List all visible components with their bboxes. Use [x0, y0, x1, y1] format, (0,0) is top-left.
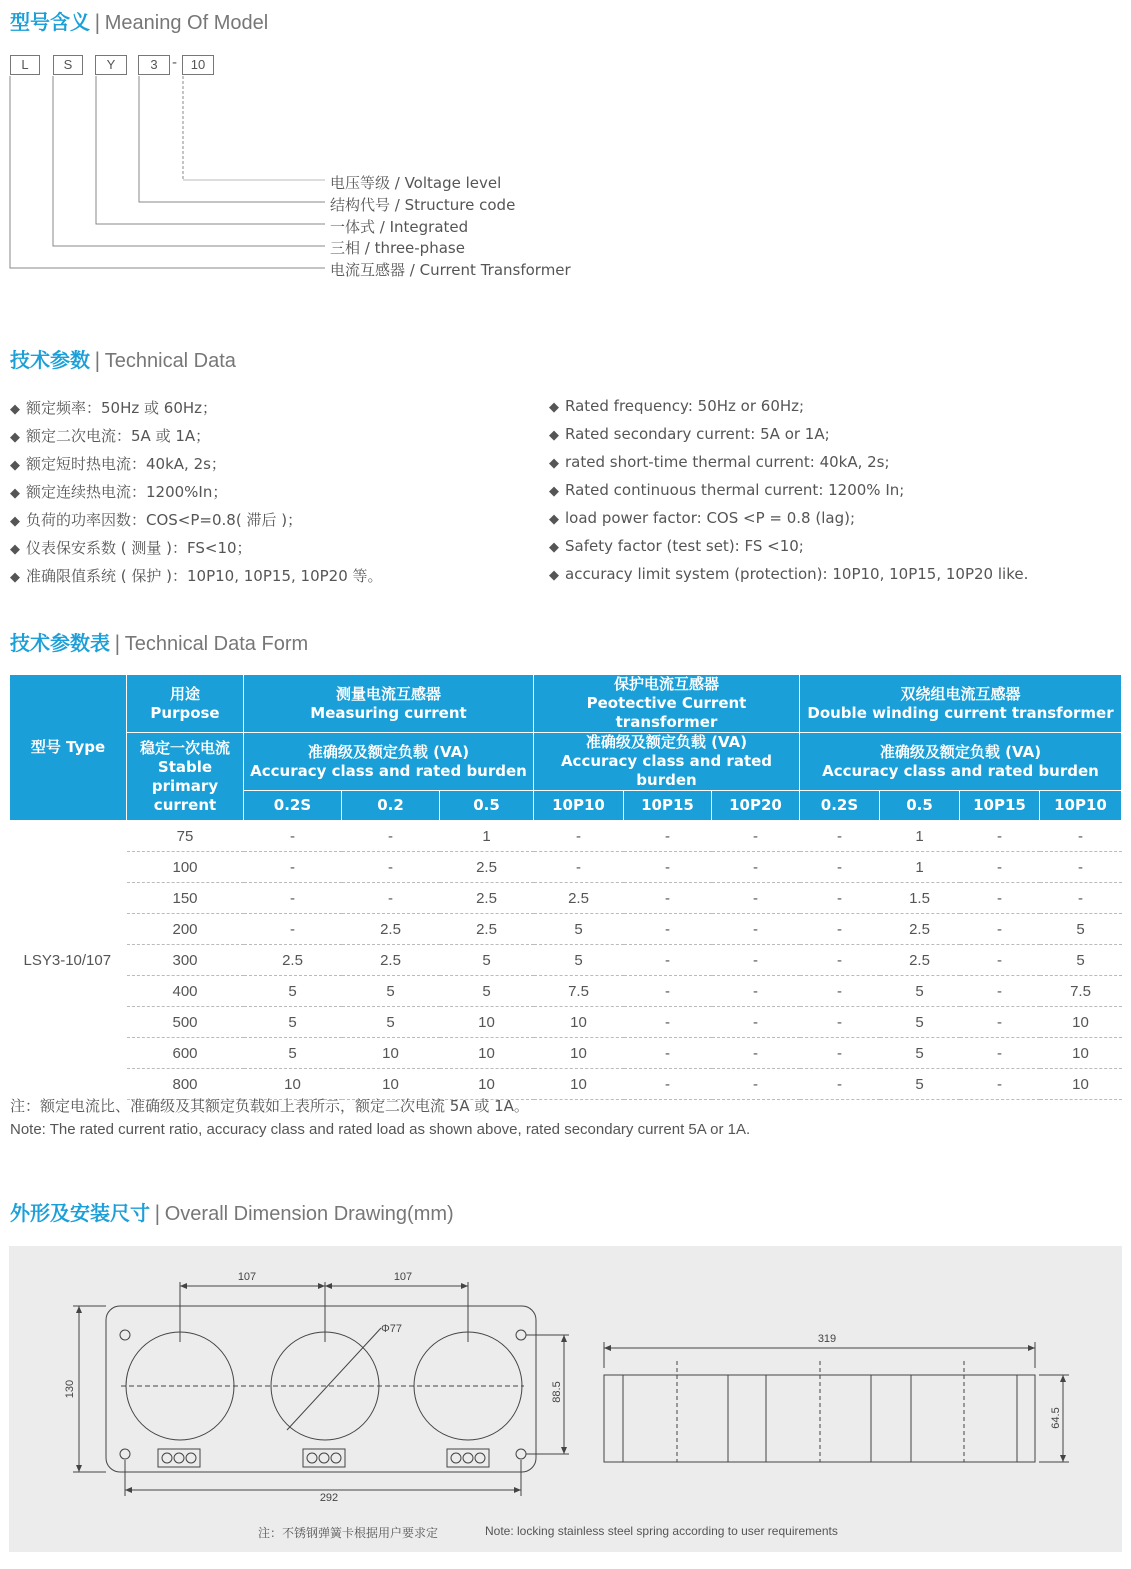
diamond-bullet-icon: ◆: [549, 428, 559, 443]
burden-cell: 5: [244, 1038, 342, 1069]
tech-item-en: ◆ load power factor: COS <P = 0.8 (lag);: [549, 509, 856, 527]
burden-cell: -: [624, 976, 712, 1007]
drawing-note-cn: 注：不锈钢弹簧卡根据用户要求定: [258, 1526, 439, 1540]
tech-item-cn: ◆ 仪表保安系数 ( 测量 )：FS<10；: [10, 539, 252, 557]
burden-cell: -: [800, 945, 880, 976]
burden-cell: 10: [342, 1069, 440, 1100]
diamond-bullet-icon: ◆: [10, 458, 20, 473]
burden-cell: -: [534, 852, 624, 883]
burden-cell: -: [800, 883, 880, 914]
burden-cell: -: [960, 976, 1040, 1007]
tech-item-cn: ◆ 准确限值系统 ( 保护 )：10P10, 10P15, 10P20 等。: [10, 567, 383, 585]
table-row: [10, 1007, 1122, 1038]
tech-section-title: 技术参数 | Technical Data: [10, 348, 236, 372]
diameter-line: [287, 1328, 381, 1430]
model-label-voltage: 电压等级 / Voltage level: [330, 174, 502, 192]
burden-cell: 10: [534, 1069, 624, 1100]
class-header: 10P15: [624, 791, 712, 821]
burden-cell: 5: [342, 976, 440, 1007]
burden-cell: -: [800, 852, 880, 883]
burden-cell: -: [960, 1007, 1040, 1038]
front-plate-outline: [106, 1306, 536, 1472]
burden-cell: -: [712, 1069, 800, 1100]
dim-label-diameter: Φ77: [381, 1323, 403, 1335]
class-header: 0.5: [880, 791, 960, 821]
burden-cell: 10: [244, 1069, 342, 1100]
burden-cell: 1.5: [880, 883, 960, 914]
drawing-section-title: 外形及安装尺寸 | Overall Dimension Drawing(mm): [10, 1201, 454, 1225]
table-row: [10, 976, 1122, 1007]
dim-label-side-length: 319: [817, 1333, 837, 1345]
burden-cell: 10: [1040, 1038, 1122, 1069]
dim-label-spacing-1: 107: [237, 1271, 257, 1283]
burden-cell: 2.5: [880, 914, 960, 945]
burden-cell: -: [712, 914, 800, 945]
burden-cell: -: [624, 1007, 712, 1038]
burden-cell: 1: [880, 852, 960, 883]
diamond-bullet-icon: ◆: [10, 570, 20, 585]
tech-item-cn: ◆ 负荷的功率因数：COS<P=0.8( 滞后 )；: [10, 511, 303, 529]
primary-current-cell: 600: [127, 1038, 244, 1069]
burden-cell: -: [712, 1007, 800, 1038]
burden-cell: 5: [880, 976, 960, 1007]
model-type-cell: LSY3-10/107: [23, 951, 112, 969]
mounting-hole-icon: [516, 1330, 526, 1340]
diamond-bullet-icon: ◆: [549, 400, 559, 415]
burden-cell: 1: [440, 821, 534, 852]
tech-item-en: ◆ Rated frequency: 50Hz or 60Hz;: [549, 397, 805, 415]
diamond-bullet-icon: ◆: [10, 486, 20, 501]
burden-cell: 5: [1040, 945, 1122, 976]
diamond-bullet-icon: ◆: [10, 402, 20, 417]
class-header: 0.5: [440, 791, 534, 821]
model-code-y: Y: [95, 55, 127, 75]
class-header: 10P20: [712, 791, 800, 821]
diamond-bullet-icon: ◆: [10, 542, 20, 557]
technical-data-table: [9, 674, 1122, 1100]
protective-header: 保护电流互感器 Peotective Current transformer: [534, 675, 800, 733]
accuracy-header-protective: 准确级及额定负载 (VA) Accuracy class and rated burden: [534, 733, 800, 791]
tech-item-en: ◆ accuracy limit system (protection): 10P10, 10P15, 10P20 like.: [549, 565, 1029, 583]
dimension-drawing-panel: [9, 1246, 1122, 1552]
burden-cell: -: [1040, 821, 1122, 852]
burden-cell: 10: [440, 1038, 534, 1069]
burden-cell: -: [960, 914, 1040, 945]
model-code-10: 10: [182, 55, 214, 75]
diamond-bullet-icon: ◆: [549, 568, 559, 583]
model-dash: -: [172, 55, 178, 71]
table-row: [10, 914, 1122, 945]
burden-cell: 2.5: [244, 945, 342, 976]
model-code-s: S: [53, 55, 83, 75]
burden-cell: 10: [534, 1007, 624, 1038]
burden-cell: 5: [244, 976, 342, 1007]
dim-label-width: 292: [319, 1492, 339, 1504]
tech-item-en: ◆ Safety factor (test set): FS <10;: [549, 537, 804, 555]
tech-item-cn: ◆ 额定二次电流：5A 或 1A；: [10, 427, 211, 445]
class-header: 0.2S: [800, 791, 880, 821]
model-label-phase: 三相 / three-phase: [330, 239, 465, 257]
burden-cell: 10: [440, 1007, 534, 1038]
table-row: [10, 883, 1122, 914]
burden-cell: 5: [534, 945, 624, 976]
burden-cell: -: [244, 914, 342, 945]
class-header: 10P10: [1040, 791, 1122, 821]
burden-cell: -: [534, 821, 624, 852]
burden-cell: 7.5: [1040, 976, 1122, 1007]
table-row: [10, 821, 1122, 852]
terminal-block-icon: [158, 1449, 200, 1467]
model-label-transformer: 电流互感器 / Current Transformer: [330, 261, 571, 279]
burden-cell: -: [960, 1038, 1040, 1069]
diamond-bullet-icon: ◆: [549, 456, 559, 471]
class-header: 10P15: [960, 791, 1040, 821]
class-header: 10P10: [534, 791, 624, 821]
burden-cell: -: [244, 852, 342, 883]
burden-cell: 10: [342, 1038, 440, 1069]
dimension-drawing: [9, 1246, 1122, 1552]
accuracy-header-measuring: 准确级及额定负载 (VA) Accuracy class and rated burden: [244, 733, 534, 791]
burden-cell: -: [712, 883, 800, 914]
double-winding-header: 双绕组电流互感器 Double winding current transformer: [800, 675, 1122, 733]
model-label-integrated: 一体式 / Integrated: [330, 218, 469, 236]
burden-cell: -: [800, 1007, 880, 1038]
burden-cell: -: [624, 945, 712, 976]
primary-current-cell: 200: [127, 914, 244, 945]
model-code-l: L: [10, 55, 40, 75]
table-row: [10, 1038, 1122, 1069]
stable-current-header: 稳定一次电流 Stable primary current: [127, 733, 244, 821]
burden-cell: -: [712, 976, 800, 1007]
tech-item-en: ◆ rated short-time thermal current: 40kA, 2s;: [549, 453, 890, 471]
diamond-bullet-icon: ◆: [10, 430, 20, 445]
model-section-title: 型号含义 | Meaning Of Model: [10, 10, 269, 34]
burden-cell: -: [1040, 852, 1122, 883]
burden-cell: -: [712, 1038, 800, 1069]
drawing-note-en: Note: locking stainless steel spring according to user requirements: [485, 1524, 838, 1538]
burden-cell: 2.5: [440, 914, 534, 945]
model-label-structure: 结构代号 / Structure code: [330, 196, 516, 214]
burden-cell: 2.5: [440, 852, 534, 883]
burden-cell: -: [800, 976, 880, 1007]
model-code-3: 3: [138, 55, 170, 75]
burden-cell: -: [800, 821, 880, 852]
model-connector-lines: [0, 0, 340, 280]
mounting-hole-icon: [120, 1449, 130, 1459]
tech-item-cn: ◆ 额定连续热电流：1200%In；: [10, 483, 228, 501]
burden-cell: -: [712, 852, 800, 883]
tech-item-en: ◆ Rated secondary current: 5A or 1A;: [549, 425, 830, 443]
burden-cell: 5: [880, 1038, 960, 1069]
burden-cell: 2.5: [342, 914, 440, 945]
burden-cell: -: [624, 1038, 712, 1069]
burden-cell: 7.5: [534, 976, 624, 1007]
table-row: [10, 852, 1122, 883]
primary-current-cell: 800: [127, 1069, 244, 1100]
burden-cell: -: [800, 1069, 880, 1100]
burden-cell: -: [342, 883, 440, 914]
burden-cell: -: [960, 821, 1040, 852]
primary-current-cell: 100: [127, 852, 244, 883]
burden-cell: -: [624, 1069, 712, 1100]
primary-current-cell: 75: [127, 821, 244, 852]
burden-cell: 5: [880, 1069, 960, 1100]
class-header: 0.2: [342, 791, 440, 821]
burden-cell: -: [624, 914, 712, 945]
burden-cell: 2.5: [440, 883, 534, 914]
mounting-hole-icon: [516, 1449, 526, 1459]
burden-cell: -: [800, 914, 880, 945]
primary-current-cell: 400: [127, 976, 244, 1007]
table-note-cn: 注：额定电流比、准确级及其额定负载如上表所示，额定二次电流 5A 或 1A。: [10, 1097, 529, 1115]
burden-cell: -: [244, 821, 342, 852]
burden-cell: -: [342, 852, 440, 883]
burden-cell: 10: [1040, 1007, 1122, 1038]
class-header: 0.2S: [244, 791, 342, 821]
burden-cell: -: [960, 852, 1040, 883]
burden-cell: -: [960, 945, 1040, 976]
tech-item-cn: ◆ 额定频率：50Hz 或 60Hz；: [10, 399, 218, 417]
burden-cell: 5: [244, 1007, 342, 1038]
burden-cell: -: [960, 883, 1040, 914]
terminal-block-icon: [303, 1449, 345, 1467]
purpose-header: 用途 Purpose: [127, 675, 244, 733]
table-note-en: Note: The rated current ratio, accuracy class and rated load as shown above, rated secondary current 5A or 1A.: [10, 1121, 751, 1138]
tech-item-cn: ◆ 额定短时热电流：40kA, 2s；: [10, 455, 226, 473]
dim-label-spacing-2: 107: [393, 1271, 413, 1283]
diamond-bullet-icon: ◆: [549, 540, 559, 555]
burden-cell: 5: [880, 1007, 960, 1038]
burden-cell: -: [960, 1069, 1040, 1100]
burden-cell: -: [1040, 883, 1122, 914]
type-header: 型号 Type: [10, 675, 127, 821]
burden-cell: -: [624, 821, 712, 852]
burden-cell: 1: [880, 821, 960, 852]
dim-label-hole-spacing: 88.5: [551, 1381, 563, 1403]
diamond-bullet-icon: ◆: [549, 512, 559, 527]
burden-cell: 5: [534, 914, 624, 945]
burden-cell: -: [624, 852, 712, 883]
table-section-title: 技术参数表 | Technical Data Form: [10, 631, 309, 655]
measuring-header: 测量电流互感器 Measuring current: [244, 675, 534, 733]
burden-cell: -: [712, 945, 800, 976]
burden-cell: 5: [440, 976, 534, 1007]
mounting-hole-icon: [120, 1330, 130, 1340]
dim-label-side-height: 64.5: [1050, 1407, 1062, 1429]
dim-label-height: 130: [64, 1379, 76, 1399]
tech-item-en: ◆ Rated continuous thermal current: 1200% In;: [549, 481, 905, 499]
burden-cell: 2.5: [880, 945, 960, 976]
burden-cell: -: [342, 821, 440, 852]
diamond-bullet-icon: ◆: [10, 514, 20, 529]
primary-current-cell: 300: [127, 945, 244, 976]
burden-cell: 2.5: [342, 945, 440, 976]
burden-cell: 5: [342, 1007, 440, 1038]
burden-cell: 10: [1040, 1069, 1122, 1100]
burden-cell: 10: [534, 1038, 624, 1069]
primary-current-cell: 500: [127, 1007, 244, 1038]
burden-cell: 2.5: [534, 883, 624, 914]
primary-current-cell: 150: [127, 883, 244, 914]
accuracy-header-double: 准确级及额定负载 (VA) Accuracy class and rated burden: [800, 733, 1122, 791]
burden-cell: -: [712, 821, 800, 852]
burden-cell: -: [244, 883, 342, 914]
terminal-block-icon: [447, 1449, 489, 1467]
burden-cell: 10: [440, 1069, 534, 1100]
table-row: [10, 945, 1122, 976]
burden-cell: -: [624, 883, 712, 914]
burden-cell: 5: [1040, 914, 1122, 945]
burden-cell: -: [800, 1038, 880, 1069]
diamond-bullet-icon: ◆: [549, 484, 559, 499]
burden-cell: 5: [440, 945, 534, 976]
